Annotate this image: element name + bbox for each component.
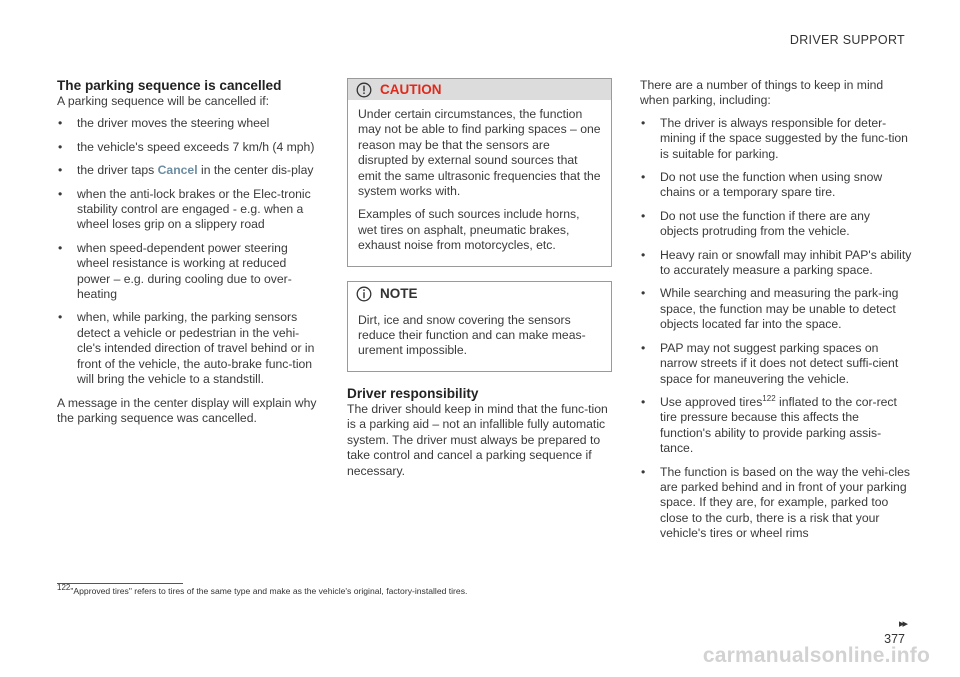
list-item: • the driver taps Cancel in the center dis-play	[58, 163, 314, 178]
section-heading-cancelled: The parking sequence is cancelled	[57, 78, 282, 93]
caution-body	[348, 100, 611, 266]
column-right	[640, 78, 912, 550]
list-item: • the vehicle's speed exceeds 7 km/h (4 mph)	[58, 139, 315, 154]
bullet-icon: •	[641, 394, 646, 409]
note-title: NOTE	[380, 285, 418, 301]
footnote	[57, 583, 917, 596]
section-header: DRIVER SUPPORT	[789, 33, 905, 47]
bullet-icon: •	[58, 163, 63, 178]
bullet-icon: •	[641, 286, 646, 301]
list-item: • Heavy rain or snowfall may inhibit PAP's ability to accurately measure a parking space.	[641, 247, 912, 278]
list-item: • Use approved tires$^{122}$ inflated to the cor-rect tire pressure because this affects the function's ability to provide parking assis-tance.	[641, 393, 897, 456]
list-item: • Do not use the function when using snow chains or a temporary spare tire.	[641, 170, 883, 200]
bullet-icon: •	[641, 247, 646, 262]
footnote-number: 122	[57, 583, 71, 593]
footnote-divider	[57, 583, 183, 584]
bullet-icon: •	[58, 186, 63, 201]
list-item: • when speed-dependent power steering wheel resistance is working at reduced power – e.g. during cooling due to over-heating	[58, 240, 292, 302]
caution-paragraph: Under certain circumstances, the function may not be able to find parking spaces – one reason may be that the sensors are disrupted by external sound sources that emit the same ultrasonic frequencies that the system works with.	[358, 107, 601, 199]
caution-header	[348, 79, 611, 100]
info-icon	[356, 286, 372, 302]
list-item: • PAP may not suggest parking spaces on narrow streets if it does not detect suffi-cient space for maneuvering the vehicle.	[641, 340, 899, 386]
bullet-icon: •	[58, 240, 63, 255]
column-left	[57, 78, 322, 433]
section-heading-responsibility: Driver responsibility	[347, 385, 479, 401]
bullet-icon: •	[641, 115, 646, 130]
next-page-icon: ▸▸	[898, 618, 906, 630]
list-item: • the driver moves the steering wheel	[58, 116, 270, 131]
bullet-icon: •	[641, 170, 646, 185]
caution-box	[347, 78, 612, 267]
outro-text: A message in the center display will explain why the parking sequence was cancelled.	[57, 395, 317, 425]
bullet-icon: •	[58, 310, 63, 325]
list-item: • when, while parking, the parking sensors detect a vehicle or pedestrian in the vehi-cle's intended direction of travel behind or in front of the vehicle, the auto-brake func-tion will bring the vehicle to a standstill.	[58, 310, 315, 387]
page-number: 377	[884, 632, 905, 646]
footnote-text: "Approved tires" refers to tires of the same type and make as the vehicle's original, factory-installed tires.	[70, 586, 468, 596]
note-paragraph: Dirt, ice and snow covering the sensors reduce their function and can make meas-urement impossible.	[358, 312, 586, 358]
footnote-ref: 122	[762, 393, 776, 403]
watermark: carmanualsonline.info	[702, 644, 930, 667]
bullet-icon: •	[641, 464, 646, 479]
caution-paragraph: Examples of such sources include horns, wet tires on asphalt, pneumatic brakes, exhaust noise from motorcycles, etc.	[358, 207, 580, 253]
list-item: • While searching and measuring the park-ing space, the function may be unable to detect objects located far into the space.	[641, 286, 899, 332]
tips-intro: There are a number of things to keep in mind when parking, including:	[640, 78, 884, 108]
cancel-ui-term: Cancel	[157, 163, 198, 178]
bullet-icon: •	[641, 208, 646, 223]
intro-text: A parking sequence will be cancelled if:	[57, 94, 270, 108]
responsibility-text: The driver should keep in mind that the func-tion is a parking aid – not an infallible fully automatic system. The driver must always be prepared to take control and cancel a parking sequence if necessary.	[347, 401, 608, 478]
list-item: • when the anti-lock brakes or the Elec-tronic stability control are engaged - e.g. when a wheel loses grip on a slippery road	[58, 186, 311, 232]
note-body	[348, 306, 611, 371]
column-middle	[347, 78, 612, 486]
note-header	[348, 282, 611, 306]
bullet-icon: •	[58, 116, 63, 131]
caution-title: CAUTION	[380, 81, 442, 97]
note-box	[347, 281, 612, 372]
bullet-icon: •	[58, 139, 63, 154]
list-item: • The function is based on the way the vehi-cles are parked behind and in front of your parking space. If they are, for example, parked too close to the curb, there is a risk that your vehicle's tires or wheel rims	[641, 464, 910, 541]
list-item: • The driver is always responsible for deter-mining if the space suggested by the func-tion is suitable for parking.	[641, 115, 908, 161]
cancel-conditions-list	[57, 116, 322, 387]
bullet-icon: •	[641, 340, 646, 355]
warning-icon	[356, 82, 372, 98]
list-item: • Do not use the function if there are any objects protruding from the vehicle.	[641, 208, 871, 239]
parking-tips-list	[640, 116, 912, 542]
